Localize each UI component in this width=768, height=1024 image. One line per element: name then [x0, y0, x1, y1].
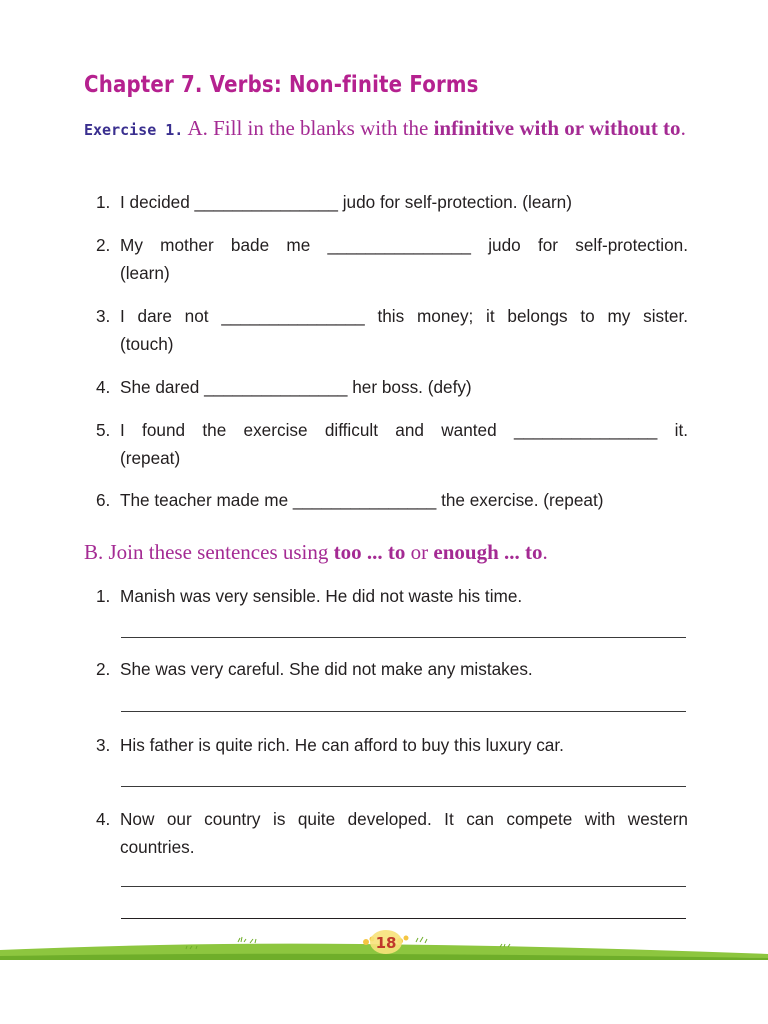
- part-b-suffix: .: [542, 540, 548, 564]
- answer-line[interactable]: [121, 786, 686, 787]
- part-b-item-4: [96, 805, 688, 861]
- part-a-item-2: [96, 231, 688, 287]
- chapter-title: Chapter 7. Verbs: Non-finite Forms: [84, 72, 479, 98]
- item-text: I decided _______________ judo for self-protection. (learn): [120, 192, 572, 212]
- part-b-instruction: [84, 538, 548, 566]
- item-text-line2: (touch): [120, 334, 174, 354]
- exercise-heading: [84, 114, 694, 144]
- page-number: 18: [375, 934, 397, 952]
- item-text-line1: Now our country is quite developed. It can compete with western: [120, 809, 688, 829]
- item-number: 6.: [96, 490, 111, 510]
- part-a-instruction-prefix: A. Fill in the blanks with the: [187, 116, 429, 140]
- item-text: The teacher made me _______________ the exercise. (repeat): [120, 490, 604, 510]
- part-b-bold-2: enough ... to: [433, 540, 543, 564]
- part-a-instruction-suffix: .: [680, 116, 686, 140]
- item-text-line2: (learn): [120, 263, 170, 283]
- item-number: 4.: [96, 377, 111, 397]
- item-text-line1: I dare not _______________ this money; it belongs to my sister.: [120, 306, 688, 326]
- part-b-item-3: [96, 731, 688, 759]
- item-text: His father is quite rich. He can afford to buy this luxury car.: [120, 735, 564, 755]
- item-number: 1.: [96, 192, 111, 212]
- part-b-item-1: [96, 582, 688, 610]
- item-text-line1: I found the exercise difficult and wanted _______________ it.: [120, 420, 688, 440]
- part-a-item-1: [96, 188, 688, 216]
- item-number: 3.: [96, 306, 111, 326]
- item-number: 2.: [96, 659, 111, 679]
- item-text-line2: countries.: [120, 837, 195, 857]
- item-number: 5.: [96, 420, 111, 440]
- part-b-item-2: [96, 655, 688, 683]
- item-text: She was very careful. She did not make any mistakes.: [120, 659, 533, 679]
- item-text: Manish was very sensible. He did not waste his time.: [120, 586, 523, 606]
- part-a-item-3: [96, 302, 688, 358]
- answer-line[interactable]: [121, 886, 686, 887]
- item-text: She dared _______________ her boss. (defy): [120, 377, 472, 397]
- item-number: 3.: [96, 735, 111, 755]
- part-a-item-5: [96, 416, 688, 472]
- part-b-bold-1: too ... to: [333, 540, 406, 564]
- part-a-instruction-bold: infinitive with or without to: [433, 116, 681, 140]
- item-text-line2: (repeat): [120, 448, 181, 468]
- answer-line[interactable]: [121, 637, 686, 638]
- item-text-line1: My mother bade me _______________ judo for self-protection.: [120, 235, 688, 255]
- answer-line[interactable]: [121, 711, 686, 712]
- item-number: 1.: [96, 586, 111, 606]
- part-a-item-6: [96, 486, 688, 514]
- item-number: 4.: [96, 809, 111, 829]
- part-b-prefix: B. Join these sentences using: [84, 540, 329, 564]
- answer-line[interactable]: [121, 918, 686, 919]
- part-b-middle: or: [410, 540, 429, 564]
- part-a-item-4: [96, 373, 688, 401]
- exercise-label: Exercise 1.: [84, 121, 184, 139]
- item-number: 2.: [96, 235, 111, 255]
